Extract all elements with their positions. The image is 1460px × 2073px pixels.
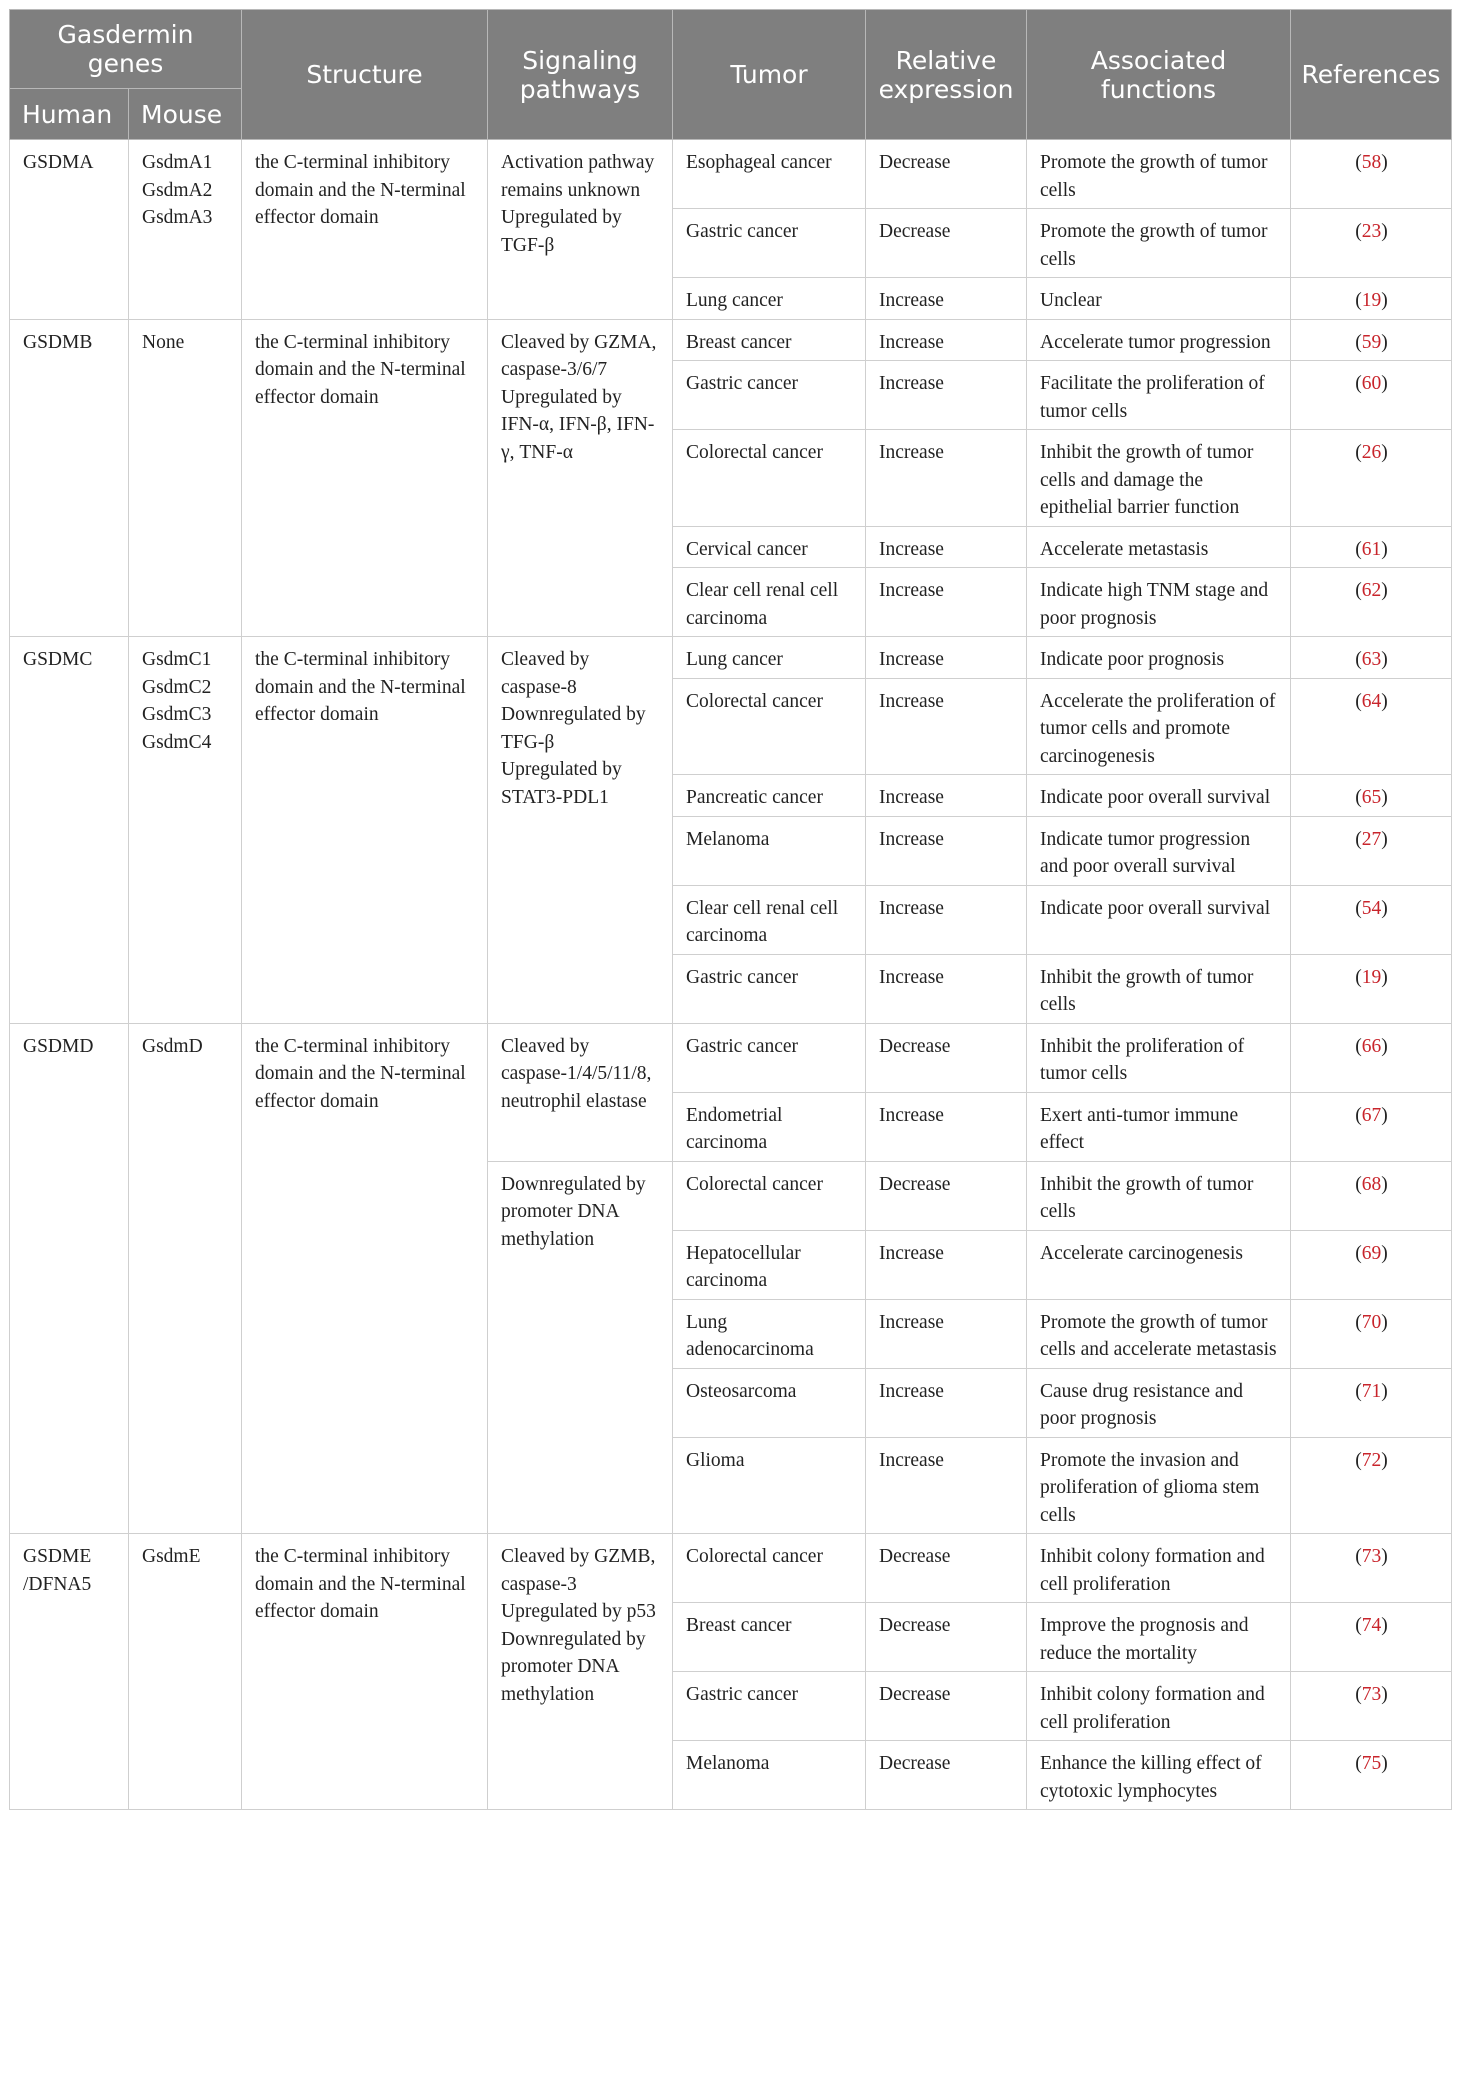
reference-link[interactable]: 19: [1361, 290, 1382, 311]
table-row: [10, 1023, 1452, 1092]
reference-link[interactable]: 27: [1361, 828, 1382, 850]
mouse-gene-cell: GsdmC1 GsdmC2 GsdmC3 GsdmC4: [129, 637, 242, 1024]
reference-close-paren: ): [1381, 1104, 1388, 1126]
tumor-cell: Melanoma: [673, 1741, 866, 1810]
reference-link[interactable]: 73: [1361, 1684, 1382, 1705]
reference-open-paren: (: [1355, 442, 1362, 463]
signaling-pathways-cell: Activation pathway remains unknown Upregulated by TGF-β: [488, 140, 673, 320]
reference-open-paren: (: [1355, 1684, 1362, 1705]
reference-link[interactable]: 70: [1361, 1311, 1382, 1333]
tumor-cell: Colorectal cancer: [673, 1534, 866, 1603]
relative-expression-cell: Decrease: [866, 1161, 1027, 1230]
reference-close-paren: ): [1381, 442, 1388, 463]
reference-link[interactable]: 19: [1361, 966, 1382, 988]
reference-cell: [1291, 1437, 1452, 1534]
associated-functions-cell: Indicate tumor progression and poor overall survival: [1027, 816, 1291, 885]
tumor-cell: Colorectal cancer: [673, 1161, 866, 1230]
tumor-cell: Lung cancer: [673, 278, 866, 320]
reference-link[interactable]: 74: [1361, 1615, 1382, 1636]
relative-expression-cell: Increase: [866, 1230, 1027, 1299]
reference-cell: [1291, 361, 1452, 430]
tumor-cell: Gastric cancer: [673, 954, 866, 1023]
reference-close-paren: ): [1381, 828, 1388, 850]
tumor-cell: Glioma: [673, 1437, 866, 1534]
reference-close-paren: ): [1381, 373, 1388, 394]
relative-expression-cell: Increase: [866, 1437, 1027, 1534]
tumor-cell: Colorectal cancer: [673, 430, 866, 527]
reference-open-paren: (: [1355, 1546, 1362, 1567]
tumor-cell: Breast cancer: [673, 1603, 866, 1672]
gasdermin-table-container: [9, 9, 1451, 1810]
reference-close-paren: ): [1381, 1242, 1388, 1264]
signaling-pathways-cell: Cleaved by GZMA, caspase-3/6/7 Upregulated by IFN-α, IFN-β, IFN-γ, TNF-α: [488, 319, 673, 637]
reference-link[interactable]: 62: [1361, 580, 1382, 601]
header-mouse: Mouse: [129, 89, 242, 140]
relative-expression-cell: Decrease: [866, 140, 1027, 209]
reference-close-paren: ): [1381, 221, 1388, 242]
structure-cell: the C-terminal inhibitory domain and the N-terminal effector domain: [242, 140, 488, 320]
reference-cell: [1291, 209, 1452, 278]
associated-functions-cell: Inhibit the proliferation of tumor cells: [1027, 1023, 1291, 1092]
structure-cell: the C-terminal inhibitory domain and the N-terminal effector domain: [242, 1023, 488, 1534]
reference-cell: [1291, 1299, 1452, 1368]
relative-expression-cell: Increase: [866, 637, 1027, 679]
tumor-cell: Breast cancer: [673, 319, 866, 361]
relative-expression-cell: Increase: [866, 1368, 1027, 1437]
associated-functions-cell: Inhibit the growth of tumor cells: [1027, 954, 1291, 1023]
reference-open-paren: (: [1355, 1104, 1362, 1126]
table-row: [10, 1534, 1452, 1603]
reference-link[interactable]: 64: [1361, 690, 1382, 712]
reference-link[interactable]: 54: [1361, 897, 1382, 919]
relative-expression-cell: Decrease: [866, 1741, 1027, 1810]
associated-functions-cell: Accelerate carcinogenesis: [1027, 1230, 1291, 1299]
associated-functions-cell: Indicate poor prognosis: [1027, 637, 1291, 679]
reference-link[interactable]: 26: [1361, 442, 1382, 463]
reference-close-paren: ): [1381, 331, 1388, 353]
relative-expression-cell: Increase: [866, 1299, 1027, 1368]
reference-link[interactable]: 66: [1361, 1035, 1382, 1057]
reference-link[interactable]: 58: [1361, 152, 1382, 173]
relative-expression-cell: Decrease: [866, 1534, 1027, 1603]
relative-expression-cell: Increase: [866, 430, 1027, 527]
reference-link[interactable]: 71: [1361, 1380, 1382, 1402]
tumor-cell: Pancreatic cancer: [673, 775, 866, 817]
associated-functions-cell: Enhance the killing effect of cytotoxic lymphocytes: [1027, 1741, 1291, 1810]
tumor-cell: Lung cancer: [673, 637, 866, 679]
mouse-gene-cell: None: [129, 319, 242, 637]
reference-open-paren: (: [1355, 221, 1362, 242]
relative-expression-cell: Increase: [866, 816, 1027, 885]
relative-expression-cell: Decrease: [866, 1603, 1027, 1672]
reference-open-paren: (: [1355, 1035, 1362, 1057]
associated-functions-cell: Indicate high TNM stage and poor prognosis: [1027, 568, 1291, 637]
reference-cell: [1291, 1023, 1452, 1092]
relative-expression-cell: Increase: [866, 775, 1027, 817]
reference-close-paren: ): [1381, 1173, 1388, 1195]
header-relative-expression: Relative expression: [866, 10, 1027, 140]
relative-expression-cell: Increase: [866, 678, 1027, 775]
associated-functions-cell: Promote the invasion and proliferation of glioma stem cells: [1027, 1437, 1291, 1534]
reference-cell: [1291, 526, 1452, 568]
associated-functions-cell: Accelerate metastasis: [1027, 526, 1291, 568]
reference-cell: [1291, 1368, 1452, 1437]
reference-close-paren: ): [1381, 897, 1388, 919]
reference-link[interactable]: 75: [1361, 1753, 1382, 1774]
reference-link[interactable]: 65: [1361, 787, 1382, 808]
tumor-cell: Cervical cancer: [673, 526, 866, 568]
reference-cell: [1291, 1603, 1452, 1672]
header-human: Human: [10, 89, 129, 140]
reference-link[interactable]: 67: [1361, 1104, 1382, 1126]
signaling-pathways-cell: Downregulated by promoter DNA methylation: [488, 1161, 673, 1534]
tumor-cell: Esophageal cancer: [673, 140, 866, 209]
associated-functions-cell: Promote the growth of tumor cells: [1027, 140, 1291, 209]
reference-cell: [1291, 1672, 1452, 1741]
human-gene-cell: GSDMC: [10, 637, 129, 1024]
reference-cell: [1291, 637, 1452, 679]
reference-cell: [1291, 1230, 1452, 1299]
header-references: References: [1291, 10, 1452, 140]
reference-close-paren: ): [1381, 1449, 1388, 1471]
tumor-cell: Endometrial carcinoma: [673, 1092, 866, 1161]
relative-expression-cell: Increase: [866, 1092, 1027, 1161]
reference-cell: [1291, 954, 1452, 1023]
associated-functions-cell: Inhibit colony formation and cell proliferation: [1027, 1534, 1291, 1603]
reference-close-paren: ): [1381, 1311, 1388, 1333]
reference-cell: [1291, 775, 1452, 817]
tumor-cell: Clear cell renal cell carcinoma: [673, 568, 866, 637]
header-tumor: Tumor: [673, 10, 866, 140]
reference-link[interactable]: 63: [1361, 649, 1382, 670]
relative-expression-cell: Increase: [866, 954, 1027, 1023]
reference-link[interactable]: 69: [1361, 1242, 1382, 1264]
reference-open-paren: (: [1355, 690, 1362, 712]
reference-open-paren: (: [1355, 1311, 1362, 1333]
reference-cell: [1291, 1534, 1452, 1603]
associated-functions-cell: Inhibit colony formation and cell proliferation: [1027, 1672, 1291, 1741]
header-structure: Structure: [242, 10, 488, 140]
relative-expression-cell: Decrease: [866, 209, 1027, 278]
reference-cell: [1291, 1161, 1452, 1230]
signaling-pathways-cell: Cleaved by caspase-8 Downregulated by TFG-β Upregulated by STAT3-PDL1: [488, 637, 673, 1024]
reference-close-paren: ): [1381, 290, 1388, 311]
relative-expression-cell: Decrease: [866, 1672, 1027, 1741]
reference-close-paren: ): [1381, 1035, 1388, 1057]
reference-close-paren: ): [1381, 152, 1388, 173]
human-gene-cell: GSDMD: [10, 1023, 129, 1534]
reference-link[interactable]: 60: [1361, 373, 1382, 394]
associated-functions-cell: Indicate poor overall survival: [1027, 885, 1291, 954]
reference-close-paren: ): [1381, 690, 1388, 712]
reference-close-paren: ): [1381, 1380, 1388, 1402]
reference-close-paren: ): [1381, 1684, 1388, 1705]
associated-functions-cell: Facilitate the proliferation of tumor cells: [1027, 361, 1291, 430]
table-row: [10, 140, 1452, 209]
mouse-gene-cell: GsdmD: [129, 1023, 242, 1534]
reference-link[interactable]: 23: [1361, 221, 1382, 242]
header-gasdermin-genes: Gasdermin genes: [10, 10, 242, 89]
reference-close-paren: ): [1381, 1546, 1388, 1567]
associated-functions-cell: Promote the growth of tumor cells: [1027, 209, 1291, 278]
associated-functions-cell: Improve the prognosis and reduce the mortality: [1027, 1603, 1291, 1672]
reference-cell: [1291, 140, 1452, 209]
reference-cell: [1291, 816, 1452, 885]
reference-open-paren: (: [1355, 1380, 1362, 1402]
reference-close-paren: ): [1381, 580, 1388, 601]
tumor-cell: Melanoma: [673, 816, 866, 885]
reference-close-paren: ): [1381, 649, 1388, 670]
table-row: [10, 637, 1452, 679]
associated-functions-cell: Inhibit the growth of tumor cells: [1027, 1161, 1291, 1230]
reference-link[interactable]: 68: [1361, 1173, 1382, 1195]
human-gene-cell: GSDME /DFNA5: [10, 1534, 129, 1810]
reference-open-paren: (: [1355, 1615, 1362, 1636]
reference-close-paren: ): [1381, 538, 1388, 560]
header-associated-functions: Associated functions: [1027, 10, 1291, 140]
reference-open-paren: (: [1355, 649, 1362, 670]
reference-open-paren: (: [1355, 331, 1362, 353]
mouse-gene-cell: GsdmA1 GsdmA2 GsdmA3: [129, 140, 242, 320]
reference-open-paren: (: [1355, 290, 1362, 311]
structure-cell: the C-terminal inhibitory domain and the N-terminal effector domain: [242, 637, 488, 1024]
associated-functions-cell: Accelerate the proliferation of tumor cells and promote carcinogenesis: [1027, 678, 1291, 775]
relative-expression-cell: Increase: [866, 278, 1027, 320]
reference-cell: [1291, 1741, 1452, 1810]
reference-close-paren: ): [1381, 787, 1388, 808]
reference-open-paren: (: [1355, 373, 1362, 394]
reference-open-paren: (: [1355, 1449, 1362, 1471]
reference-open-paren: (: [1355, 152, 1362, 173]
tumor-cell: Osteosarcoma: [673, 1368, 866, 1437]
reference-close-paren: ): [1381, 1753, 1388, 1774]
reference-link[interactable]: 61: [1361, 538, 1382, 560]
reference-open-paren: (: [1355, 787, 1362, 808]
mouse-gene-cell: GsdmE: [129, 1534, 242, 1810]
tumor-cell: Lung adenocarcinoma: [673, 1299, 866, 1368]
table-body: [10, 140, 1452, 1810]
reference-close-paren: ): [1381, 966, 1388, 988]
reference-cell: [1291, 430, 1452, 527]
associated-functions-cell: Accelerate tumor progression: [1027, 319, 1291, 361]
relative-expression-cell: Increase: [866, 568, 1027, 637]
table-header: [10, 10, 1452, 140]
reference-link[interactable]: 72: [1361, 1449, 1382, 1471]
associated-functions-cell: Unclear: [1027, 278, 1291, 320]
associated-functions-cell: Inhibit the growth of tumor cells and damage the epithelial barrier function: [1027, 430, 1291, 527]
tumor-cell: Hepatocellular carcinoma: [673, 1230, 866, 1299]
reference-open-paren: (: [1355, 580, 1362, 601]
reference-open-paren: (: [1355, 1753, 1362, 1774]
reference-cell: [1291, 1092, 1452, 1161]
reference-open-paren: (: [1355, 538, 1362, 560]
relative-expression-cell: Increase: [866, 885, 1027, 954]
reference-link[interactable]: 59: [1361, 331, 1382, 353]
reference-cell: [1291, 885, 1452, 954]
reference-open-paren: (: [1355, 828, 1362, 850]
tumor-cell: Gastric cancer: [673, 1023, 866, 1092]
human-gene-cell: GSDMB: [10, 319, 129, 637]
reference-open-paren: (: [1355, 1242, 1362, 1264]
reference-open-paren: (: [1355, 1173, 1362, 1195]
reference-cell: [1291, 568, 1452, 637]
reference-open-paren: (: [1355, 966, 1362, 988]
tumor-cell: Gastric cancer: [673, 1672, 866, 1741]
associated-functions-cell: Indicate poor overall survival: [1027, 775, 1291, 817]
reference-open-paren: (: [1355, 897, 1362, 919]
relative-expression-cell: Increase: [866, 361, 1027, 430]
reference-close-paren: ): [1381, 1615, 1388, 1636]
associated-functions-cell: Exert anti-tumor immune effect: [1027, 1092, 1291, 1161]
associated-functions-cell: Cause drug resistance and poor prognosis: [1027, 1368, 1291, 1437]
signaling-pathways-cell: Cleaved by GZMB, caspase-3 Upregulated by p53 Downregulated by promoter DNA methylation: [488, 1534, 673, 1810]
reference-cell: [1291, 319, 1452, 361]
gasdermin-table: [9, 9, 1452, 1810]
header-signaling-pathways: Signaling pathways: [488, 10, 673, 140]
reference-cell: [1291, 678, 1452, 775]
tumor-cell: Gastric cancer: [673, 209, 866, 278]
tumor-cell: Clear cell renal cell carcinoma: [673, 885, 866, 954]
signaling-pathways-cell: Cleaved by caspase-1/4/5/11/8, neutrophil elastase: [488, 1023, 673, 1161]
associated-functions-cell: Promote the growth of tumor cells and accelerate metastasis: [1027, 1299, 1291, 1368]
reference-cell: [1291, 278, 1452, 320]
structure-cell: the C-terminal inhibitory domain and the N-terminal effector domain: [242, 319, 488, 637]
relative-expression-cell: Increase: [866, 319, 1027, 361]
structure-cell: the C-terminal inhibitory domain and the N-terminal effector domain: [242, 1534, 488, 1810]
table-row: [10, 319, 1452, 361]
reference-link[interactable]: 73: [1361, 1546, 1382, 1567]
human-gene-cell: GSDMA: [10, 140, 129, 320]
relative-expression-cell: Increase: [866, 526, 1027, 568]
relative-expression-cell: Decrease: [866, 1023, 1027, 1092]
tumor-cell: Colorectal cancer: [673, 678, 866, 775]
tumor-cell: Gastric cancer: [673, 361, 866, 430]
